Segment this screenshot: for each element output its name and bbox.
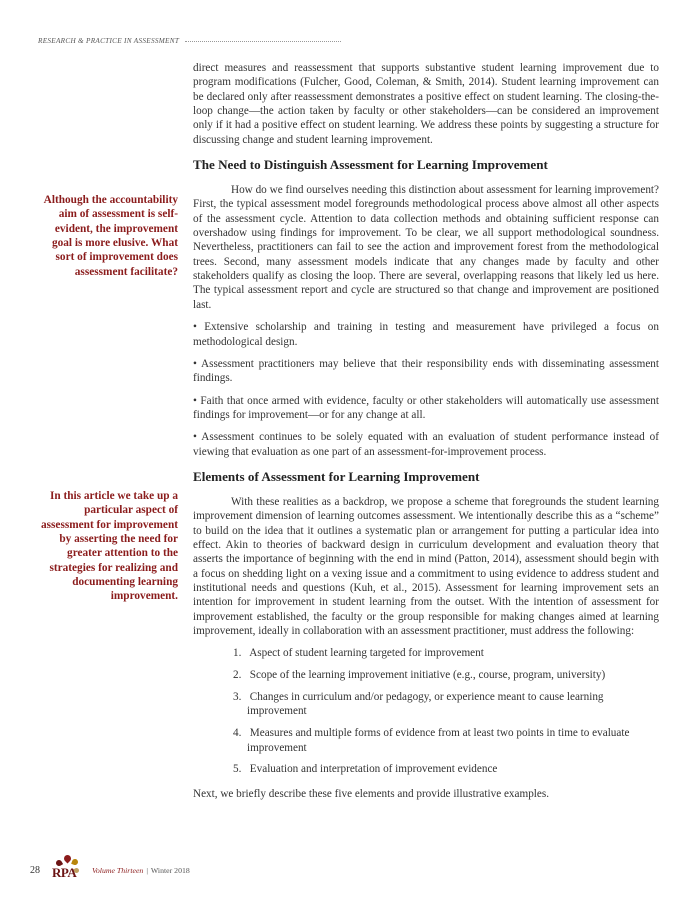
list-item (233, 726, 659, 755)
logo-text: RPA (52, 865, 77, 880)
list-item-number: 4. (233, 727, 242, 740)
volume-label: Volume Thirteen (92, 865, 144, 875)
page-number: 28 (30, 864, 40, 876)
section1-paragraph: How do we find ourselves needing this distinction about assessment for learning improvement? First, the typical assessment model foregrounds methodological process above almost all other aspects of the assessment cycle. Attention to data collection methods and obtaining sufficient response can overshadow using findings for improvement. To be clear, we all support methodological soundness. Nevertheless, practitioners can fail to see the action and improvement forest from the methodological trees. Second, many assessment models indicate that any changes made by faculty and other stakeholders qualify as closing the loop. There are several, overlapping reasons that likely led us here. The typical assessment report and cycle are structured so that change and improvement are positioned last. (193, 184, 659, 311)
season-label: Winter 2018 (150, 865, 190, 875)
bullet-item: • Extensive scholarship and training in testing and measurement have privileged a focus on methodological design. (193, 321, 659, 348)
list-item-text: Evaluation and interpretation of improvement evidence (249, 763, 498, 776)
list-item-text: Scope of the learning improvement initiative (e.g., course, program, university) (249, 669, 606, 682)
section-heading-need-to-distinguish: The Need to Distinguish Assessment for Learning Improvement (193, 157, 548, 173)
bullet-item: • Assessment continues to be solely equated with an evaluation of student performance instead of viewing that evaluation as one part of an assessment-for-improvement process. (193, 431, 659, 458)
running-header (38, 34, 341, 48)
list-item (233, 646, 659, 660)
header-dotted-rule (185, 41, 341, 42)
list-item-text: Measures and multiple forms of evidence from at least two points in time to evaluate improvement (247, 727, 630, 754)
pull-quote-1: Although the accountability aim of assessment is self-evident, the improvement goal is more elusive. What sort of improvement does assessment facilitate? (43, 194, 178, 278)
page-footer (30, 855, 190, 885)
section-heading-elements: Elements of Assessment for Learning Improvement (193, 468, 480, 484)
bullet-item: • Faith that once armed with evidence, faculty or other stakeholders will automatically use assessment findings for improvement—or for any change at all. (193, 394, 659, 421)
section2-paragraph: With these realities as a backdrop, we propose a scheme that foregrounds the student learning improvement dimension of learning outcomes assessment. We intentionally describe this as a “scheme” to build on the idea that it outlines a systematic plan or arrangement for putting a particular idea into effect. Akin to theories of backward design in curriculum development and evaluation theory that asserts the importance of beginning with the end in mind (Patton, 2014), assessment should begin with a focus on shedding light on a vexing issue and a commitment to using evidence to address student and institutional needs and questions (Kuh, et al., 2015). Assessment for learning improvement sets an intention for improvement in student learning from the outset. With the intention of assessment for improvement established, the faculty or the group responsible for making changes aimed at learning improvement, ideally in collaboration with an assessment practitioner, must address the following: (193, 495, 659, 637)
running-title: RESEARCH & PRACTICE IN ASSESSMENT (38, 37, 180, 45)
list-item-text: Changes in curriculum and/or pedagogy, or experience meant to cause learning improvement (247, 691, 604, 718)
list-item (233, 762, 659, 776)
list-item (233, 690, 659, 719)
closing-paragraph: Next, we briefly describe these five elements and provide illustrative examples. (193, 787, 550, 800)
intro-paragraph: direct measures and reassessment that supports substantive student learning improvement due to program modifications (Fulcher, Good, Coleman, & Smith, 2014). Student learning improvement can be declared only after reassessment demonstrates a positive effect on student learning. The closing-the-loop change—the action taken by faculty or other stakeholders—can be considered an improvement only if it had a positive effect on student learning. We address these points by suggesting a structure for discussing change and student learning improvement. (193, 62, 659, 146)
list-item-text: Aspect of student learning targeted for improvement (249, 647, 484, 660)
rpa-logo (50, 855, 86, 885)
footer-separator: | (146, 865, 148, 875)
bullet-item: • Assessment practitioners may believe that their responsibility ends with disseminating assessment findings. (193, 357, 659, 385)
list-item-number: 2. (233, 669, 242, 682)
list-item-number: 3. (233, 691, 242, 704)
pull-quote-2: In this article we take up a particular aspect of assessment for improvement by asserting the need for greater attention to the strategies for realizing and documenting learning improvement. (40, 490, 178, 603)
list-item-number: 1. (233, 647, 242, 660)
list-item (233, 668, 659, 682)
list-item-number: 5. (233, 763, 242, 776)
elements-list (193, 646, 659, 776)
main-column (193, 61, 659, 801)
